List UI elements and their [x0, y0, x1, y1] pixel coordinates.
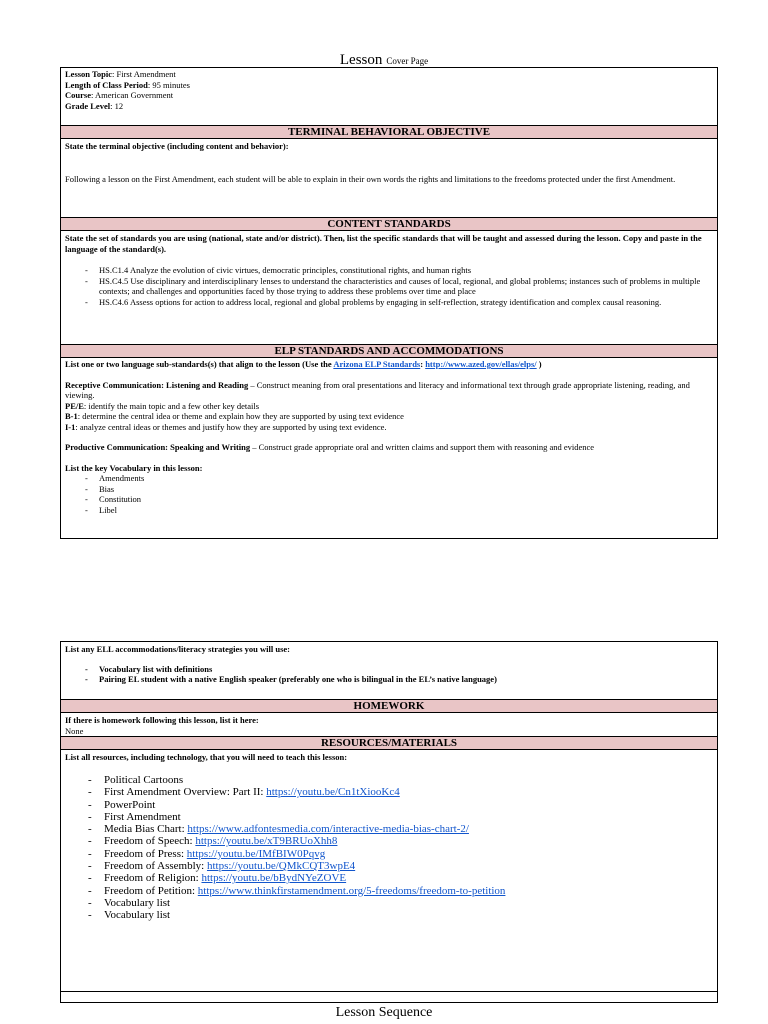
resource-link[interactable]: https://youtu.be/IMfBIW0Pqvg — [186, 847, 326, 860]
cover-page-table-continued — [60, 641, 718, 1003]
vocab-item: - Constitution — [65, 494, 711, 505]
cover-page-table — [60, 67, 718, 539]
resource-item: - First Amendment Overview: Part II: https://youtu.be/Cn1tXiooKc4 — [65, 786, 717, 798]
resource-link[interactable]: https://youtu.be/QMkCQT3wpE4 — [206, 860, 356, 873]
arizona-elp-standards-link[interactable]: Arizona ELP Standards — [333, 359, 421, 369]
lesson-sequence-title: Lesson Sequence — [335, 1005, 433, 1020]
content-standards-heading: CONTENT STANDARDS — [61, 217, 717, 231]
resource-item: - Freedom of Speech: https://youtu.be/xT9BRUoXhh8 — [65, 835, 717, 847]
title-main: Lesson — [339, 52, 383, 68]
lesson-topic-line: Lesson Topic: First Amendment — [65, 69, 176, 79]
course-line: Course: American Government — [65, 90, 174, 100]
elp-level-line: I-1: analyze central ideas or themes and justify how they are supported by using text evidence. — [65, 421, 387, 432]
content-standards-prompt: State the set of standards you are using (national, state and/or district). Then, list the specific standards that will be taught and assessed during the lesson. Copy and paste in the language of the standard(s). — [65, 233, 702, 254]
vocab-label: List the key Vocabulary in this lesson: — [65, 462, 203, 473]
ell-prompt: List any ELL accommodations/literacy strategies you will use: — [65, 644, 291, 654]
elp-prompt: List one or two language sub-standards(s) that align to the lesson (Use the Arizona ELP Standards: http://www.azed.gov/ellas/elps/ ) — [65, 359, 542, 369]
class-length-line: Length of Class Period: 95 minutes — [65, 79, 190, 90]
resource-item: - Freedom of Assembly: https://youtu.be/QMkCQT3wpE4 — [65, 860, 717, 872]
elp-section — [61, 359, 717, 515]
receptive-communication: Receptive Communication: Listening and Reading – Construct meaning from oral presentations and literacy and informational text through grade appropriate listening, reading, and viewing. — [65, 379, 690, 400]
resource-item: - First Amendment — [65, 811, 717, 823]
vocab-item: - Bias — [65, 484, 711, 495]
resource-item: - Freedom of Petition: https://www.thinkfirstamendment.org/5-freedoms/freedom-to-petition — [65, 885, 717, 897]
homework-prompt: If there is homework following this lesson, list it here: — [65, 715, 259, 725]
resource-item: - PowerPoint — [65, 799, 717, 811]
homework-heading: HOMEWORK — [61, 699, 717, 713]
resource-item: - Political Cartoons — [65, 774, 717, 786]
elp-level-line: PE/E: identify the main topic and a few other key details — [65, 400, 260, 411]
resources-prompt: List all resources, including technology, that you will need to teach this lesson: — [65, 752, 348, 762]
resources-list — [61, 774, 717, 922]
resource-link[interactable]: https://www.adfontesmedia.com/interactive-media-bias-chart-2/ — [187, 823, 469, 836]
terminal-objective-prompt: State the terminal objective (including content and behavior): — [65, 141, 289, 151]
terminal-objective-text: Following a lesson on the First Amendment, each student will be able to explain in their own words the rights and limitations to the freedoms protected under the first Amendment. — [65, 174, 676, 184]
resource-item: - Vocabulary list — [65, 909, 717, 921]
resource-link[interactable]: https://youtu.be/xT9BRUoXhh8 — [195, 835, 338, 848]
table-divider — [61, 991, 717, 992]
elp-url-link[interactable]: http://www.azed.gov/ellas/elps/ — [425, 359, 537, 369]
lesson-info — [61, 69, 717, 111]
vocab-item: - Libel — [65, 505, 711, 516]
vocab-item: - Amendments — [65, 473, 711, 484]
resource-link[interactable]: https://youtu.be/bBydNYeZOVE — [201, 872, 347, 885]
ell-item: - Vocabulary list with definitions — [65, 664, 717, 675]
resource-link[interactable]: https://www.thinkfirstamendment.org/5-freedoms/freedom-to-petition — [197, 884, 506, 897]
elp-heading: ELP STANDARDS AND ACCOMMODATIONS — [61, 344, 717, 358]
ell-item: - Pairing EL student with a native English speaker (preferably one who is bilingual in the EL’s native language) — [65, 674, 717, 685]
standard-item: - HS.C1.4 Analyze the evolution of civic virtues, democratic principles, constitutional rights, and human rights — [65, 265, 709, 276]
resource-item: - Vocabulary list — [65, 897, 717, 909]
title-sub: Cover Page — [386, 56, 429, 66]
terminal-objective-heading: TERMINAL BEHAVIORAL OBJECTIVE — [61, 125, 717, 139]
resource-link[interactable]: https://youtu.be/Cn1tXiooKc4 — [266, 786, 400, 799]
content-standards-list — [61, 265, 717, 307]
elp-level-line: B-1: determine the central idea or theme and explain how they are supported by using text evidence — [65, 411, 404, 421]
standard-item: - HS.C4.6 Assess options for action to address local, regional and global problems by engaging in self-reflection, strategy identification and complex causal reasoning. — [65, 297, 709, 308]
homework-section — [61, 715, 717, 736]
ell-section — [61, 644, 717, 685]
standard-item: - HS.C4.5 Use disciplinary and interdisciplinary lenses to understand the characteristics and causes of local, regional, and global problems; instances such of problems in multiple contexts; and challenges and opportunities faced by those trying to address these problems over time and place — [65, 276, 709, 297]
grade-level-line: Grade Level: 12 — [65, 100, 124, 111]
resource-item: - Freedom of Religion: https://youtu.be/bBydNYeZOVE — [65, 872, 717, 884]
resources-heading: RESOURCES/MATERIALS — [61, 736, 717, 750]
homework-value: None — [65, 725, 84, 736]
productive-communication: Productive Communication: Speaking and Writing – Construct grade appropriate oral and written claims and support them with reasoning and evidence — [65, 442, 595, 452]
resource-item: - Media Bias Chart: https://www.adfontesmedia.com/interactive-media-bias-chart-2/ — [65, 823, 717, 835]
resource-item: - Freedom of Press: https://youtu.be/IMfBIW0Pqvg — [65, 848, 717, 860]
